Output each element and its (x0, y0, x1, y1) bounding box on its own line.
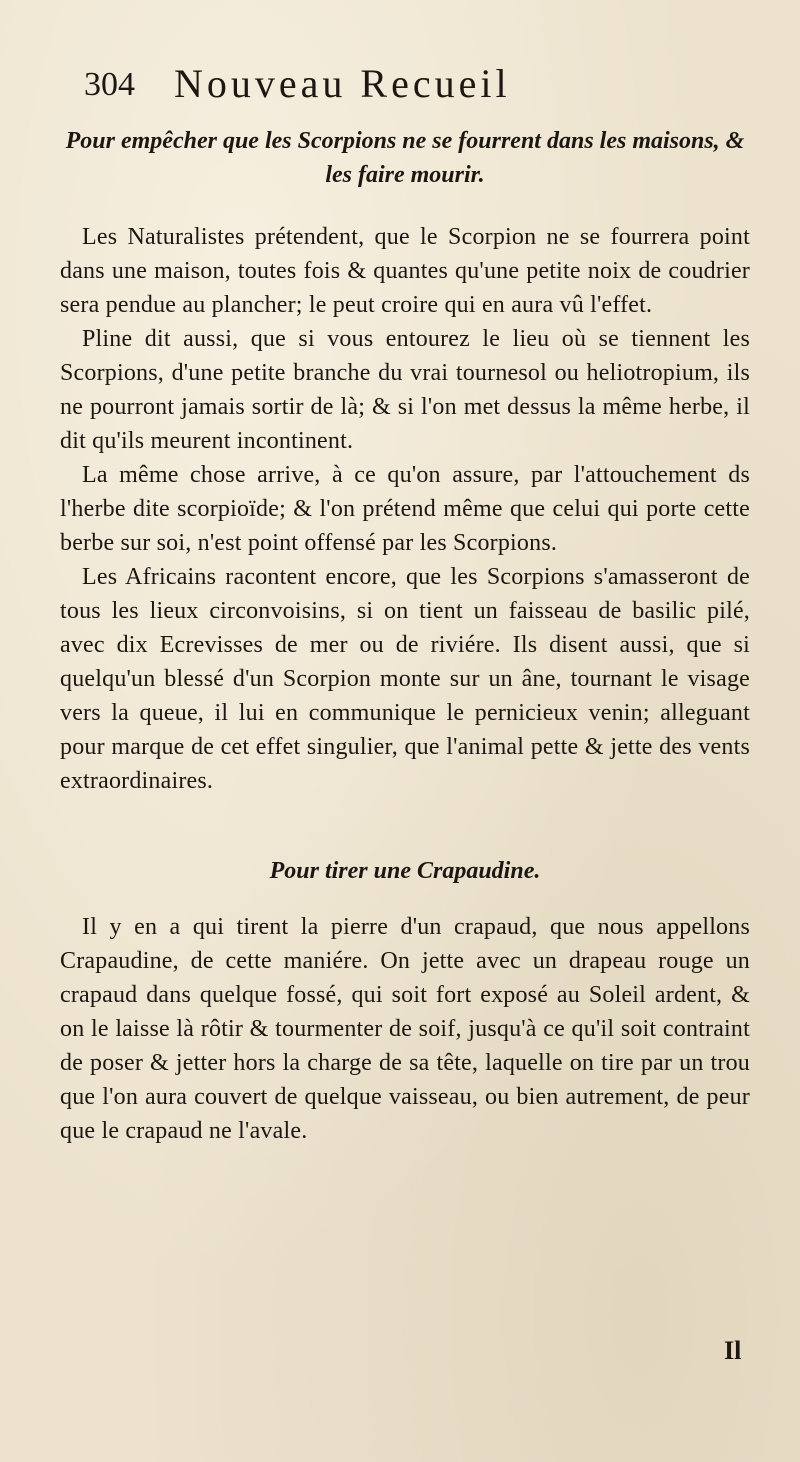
running-title: Nouveau Recueil (174, 61, 511, 106)
section-scorpions (60, 220, 750, 798)
page-header (84, 60, 734, 110)
paragraph: Les Naturalistes prétendent, que le Scorpion ne se fourrera point dans une maison, toutes fois & quantes qu'une petite noix de coudrier sera pendue au plancher; le peut croire qui en aura vû l'effet. (60, 224, 750, 318)
section-heading-crapaudine: Pour tirer une Crapaudine. (269, 858, 541, 884)
paragraph: Pline dit aussi, que si vous entourez le lieu où se tiennent les Scorpions, d'une petite branche du vrai tournesol ou heliotropium, ils ne pourront jamais sortir de là; & si l'on met dessus la même herbe, il dit qu'ils meurent incontinent. (60, 326, 750, 454)
page-number: 304 (84, 66, 135, 103)
section-heading-scorpions: Pour empêcher que les Scorpions ne se fourrent dans les maisons, & les faire mourir. (65, 128, 745, 188)
paragraph: Les Africains racontent encore, que les Scorpions s'amasseront de tous les lieux circonvoisins, si on tient un faisseau de basilic pilé, avec dix Ecrevisses de mer ou de riviére. Ils disent aussi, que si quelqu'un blessé d'un Scorpion monte sur un âne, tournant le visage vers la queue, il lui en communique le pernicieux venin; alleguant pour marque de cet effet singulier, que l'animal pette & jette des vents extraordinaires. (60, 564, 750, 794)
catchword: Il (724, 1336, 742, 1365)
paragraph: La même chose arrive, à ce qu'on assure, par l'attouchement ds l'herbe dite scorpioïde; & l'on prétend même que celui qui porte cette berbe sur soi, n'est point offensé par les Scorpions. (60, 462, 750, 556)
section-crapaudine (60, 910, 750, 1148)
paragraph: Il y en a qui tirent la pierre d'un crapaud, que nous appellons Crapaudine, de cette maniére. On jette avec un drapeau rouge un crapaud dans quelque fossé, qui soit fort exposé au Soleil ardent, & on le laisse là rôtir & tourmenter de soif, jusqu'à ce qu'il soit contraint de poser & jetter hors la charge de sa tête, laquelle on tire par un trou que l'on aura couvert de quelque vaisseau, ou bien autrement, de peur que le crapaud ne l'avale. (60, 914, 750, 1144)
